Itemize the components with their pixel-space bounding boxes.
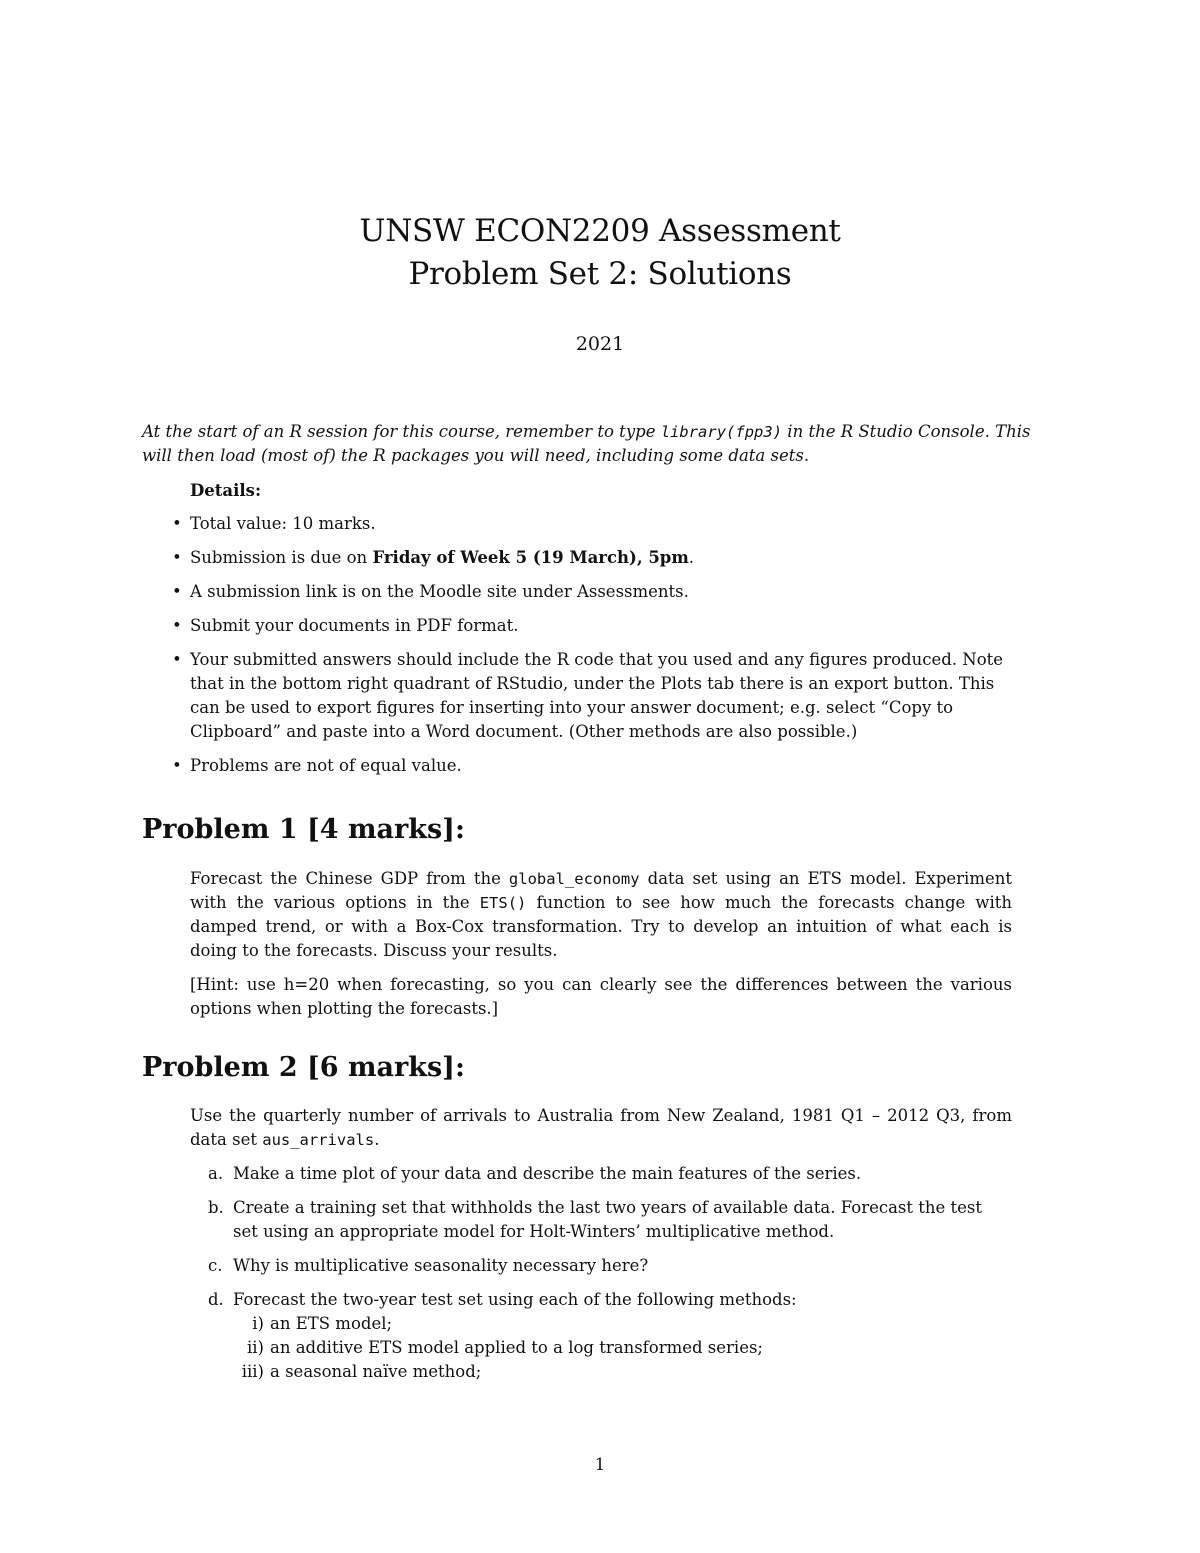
bullet-icon: •	[172, 616, 182, 635]
problem-1-heading: Problem 1 [4 marks]:	[142, 814, 465, 845]
list-item	[172, 754, 1020, 778]
bullet-icon: •	[172, 756, 182, 775]
list-item	[172, 614, 1020, 638]
problem-2-text-b: .	[374, 1130, 380, 1149]
list-item	[172, 546, 1020, 570]
item-text: Why is multiplicative seasonality necessary here?	[233, 1256, 649, 1275]
problem-2-text	[190, 1104, 1012, 1152]
details-item-format: Submit your documents in PDF format.	[190, 616, 519, 635]
list-item	[172, 512, 1020, 536]
problem-1-text-c: function to see how much the forecasts change with damped trend, or with a Box-Cox transformation. Try to develop an intuition of what each is doing to the forecasts. Discuss your results.	[190, 893, 1012, 960]
problem-1-text	[190, 867, 1012, 963]
bullet-icon: •	[172, 582, 182, 601]
sub-item-label: ii)	[247, 1338, 264, 1357]
details-heading: Details:	[190, 481, 262, 500]
details-item-link: A submission link is on the Moodle site under Assessments.	[190, 582, 689, 601]
sub-list-item	[233, 1336, 1012, 1360]
title-block	[0, 210, 1200, 296]
sub-item-text: a seasonal naïve method;	[270, 1362, 482, 1381]
details-item-due-post: .	[688, 548, 695, 567]
bullet-icon: •	[172, 650, 182, 669]
intro-code: library(fpp3)	[660, 423, 783, 441]
bullet-icon: •	[172, 548, 182, 567]
problem-2-text-a: Use the quarterly number of arrivals to Australia from New Zealand, 1981 Q1 – 2012 Q3, from data set	[190, 1106, 1012, 1149]
item-label: b.	[208, 1198, 224, 1217]
intro-text-1: At the start of an R session for this course, remember to type	[142, 422, 661, 441]
item-text: Make a time plot of your data and describe the main features of the series.	[233, 1164, 862, 1183]
problem-2-heading: Problem 2 [6 marks]:	[142, 1052, 465, 1083]
document-year: 2021	[575, 333, 625, 355]
sub-item-text: an ETS model;	[270, 1314, 393, 1333]
sub-item-label: iii)	[241, 1362, 264, 1381]
document-title: UNSW ECON2209 Assessment	[359, 213, 841, 249]
sub-item-text: an additive ETS model applied to a log transformed series;	[270, 1338, 763, 1357]
details-item-answers: Your submitted answers should include the R code that you used and any figures produced. Note that in the bottom right quadrant of RStudio, under the Plots tab there is an export button. This can be used to export figures for inserting into your answer document; e.g. select “Copy to Clipboard” and paste into a Word document. (Other methods are also possible.)	[190, 650, 1004, 741]
item-label: a.	[208, 1164, 224, 1183]
list-item	[190, 1288, 1012, 1384]
sub-item-label: i)	[252, 1314, 264, 1333]
list-item	[190, 1254, 1012, 1278]
item-text: Forecast the two-year test set using each of the following methods:	[233, 1290, 797, 1309]
problem-1-text-a: Forecast the Chinese GDP from the	[190, 869, 509, 888]
details-list	[172, 512, 1020, 788]
item-label: d.	[208, 1290, 224, 1309]
intro-text-2: in the R Studio Console. This will then load (most of) the R packages you will need, including some data sets.	[142, 422, 1031, 465]
item-text: Create a training set that withholds the last two years of available data. Forecast the test set using an appropriate model for Holt-Winters’ multiplicative method.	[233, 1198, 983, 1241]
list-item	[172, 580, 1020, 604]
sub-list	[233, 1312, 1012, 1384]
problem-1-text-b: data set using an ETS model. Experiment with the various options in the	[190, 869, 1013, 912]
details-item-total: Total value: 10 marks.	[190, 514, 376, 533]
problem-1-code-function: ETS()	[479, 894, 527, 912]
list-item	[190, 1196, 1012, 1244]
list-item	[172, 648, 1020, 744]
problem-2-items	[190, 1162, 1012, 1394]
problem-2-code-dataset: aus_arrivals	[262, 1131, 375, 1149]
list-item	[190, 1162, 1012, 1186]
details-item-due-pre: Submission is due on	[190, 548, 373, 567]
page-number: 1	[594, 1455, 606, 1474]
details-item-due-date: Friday of Week 5 (19 March), 5pm	[372, 548, 689, 567]
problem-1-code-dataset: global_economy	[508, 870, 640, 888]
bullet-icon: •	[172, 514, 182, 533]
problem-1-hint: [Hint: use h=20 when forecasting, so you can clearly see the differences between the various options when plotting the forecasts.]	[190, 975, 1012, 1018]
details-item-value: Problems are not of equal value.	[190, 756, 462, 775]
document-subtitle: Problem Set 2: Solutions	[408, 256, 792, 292]
intro-paragraph	[142, 420, 1062, 468]
sub-list-item	[233, 1312, 1012, 1336]
item-label: c.	[208, 1256, 223, 1275]
sub-list-item	[233, 1360, 1012, 1384]
